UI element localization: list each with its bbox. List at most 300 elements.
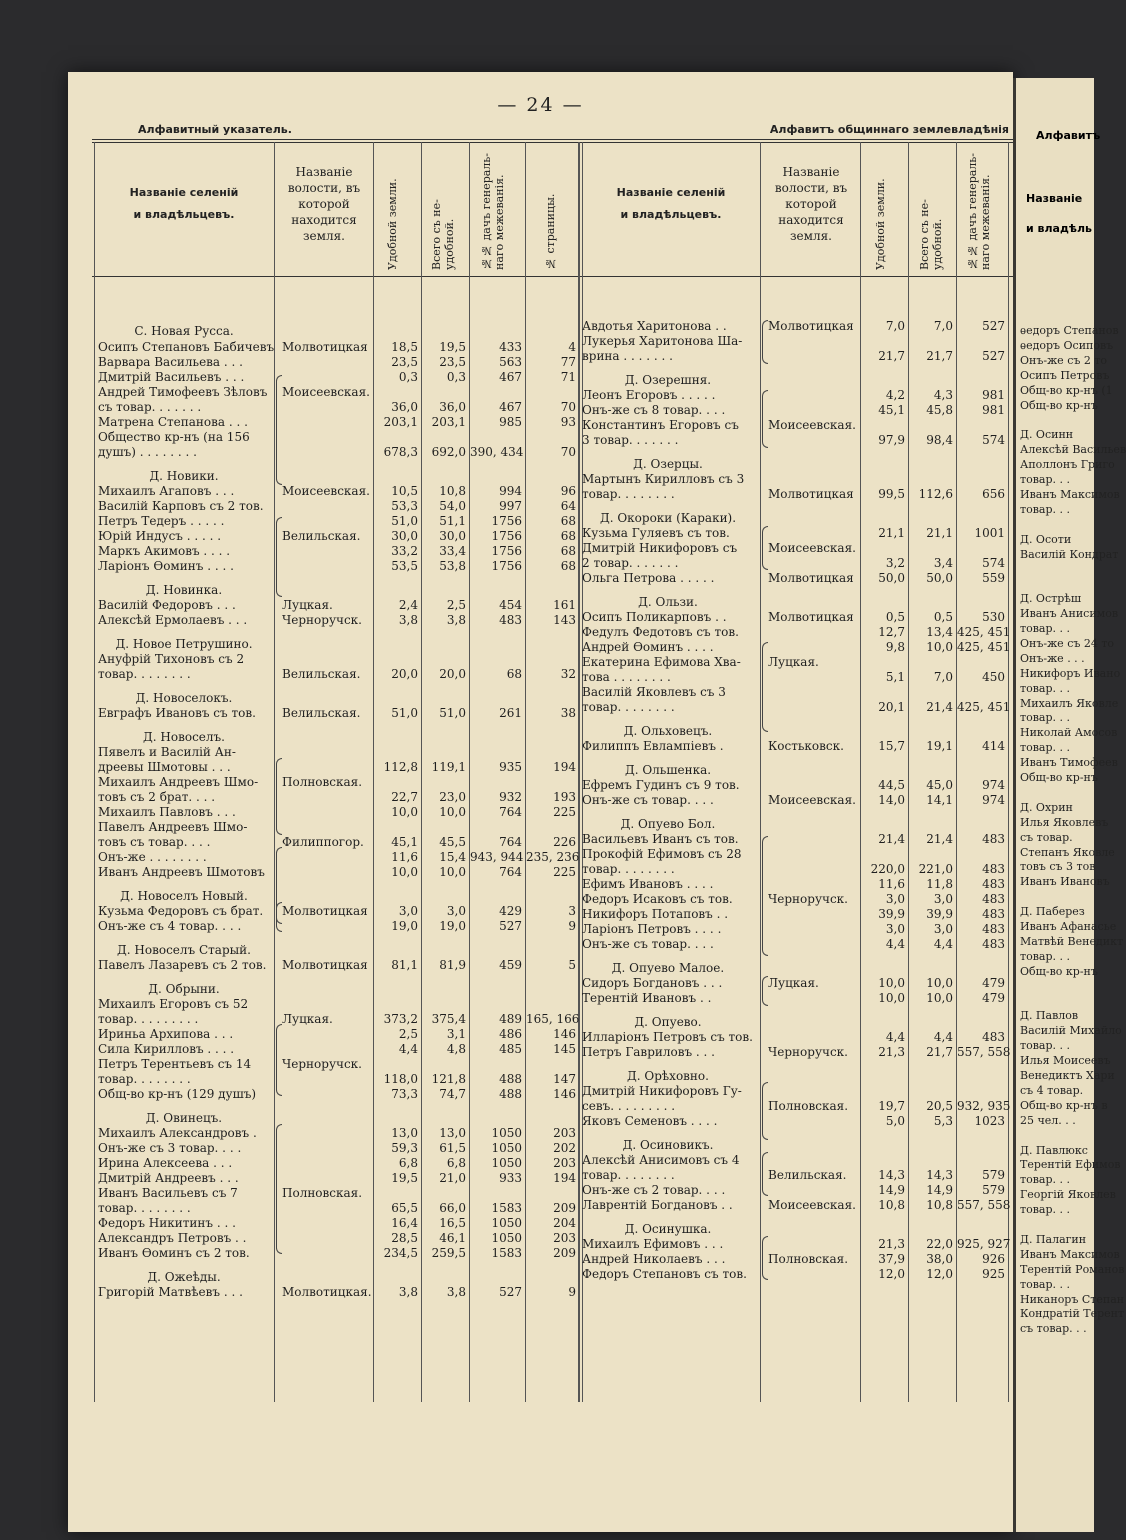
good-land-value: 37,9 [878,1252,905,1266]
owner-name: Осипъ Степановъ Бабичевъ [98,340,275,354]
page-ref: 32 [560,667,576,681]
volost-name: Велильская. [282,529,361,543]
owner-name: Кузьма Гуляевъ съ тов. [582,526,730,540]
good-land-value: 28,5 [391,1231,418,1245]
total-land-value: 39,9 [926,907,953,921]
table-top-rule-2 [92,142,1013,143]
total-land-value: 66,0 [439,1201,466,1215]
next-page-line: Д. Охрин [1020,800,1073,814]
dacha-number: 483 [982,922,1005,936]
page-ref: 225 [553,805,576,819]
owner-name: 2 товар. . . . . . . [582,556,679,570]
next-page-line: Венедиктъ Хари [1020,1069,1115,1082]
dacha-number: 527 [982,349,1005,363]
good-land-value: 5,1 [885,670,905,684]
owner-name: Павелъ Лазаревъ съ 2 тов. [98,958,267,972]
col-header-dachi-right: №№ дачъ генераль- наго межеванія. [966,152,992,270]
owner-name: Мартынъ Кирилловъ съ 3 [582,472,745,486]
page-ref: 235, 236 [526,850,580,864]
good-land-value: 21,4 [878,832,905,846]
dacha-number: 1050 [491,1126,522,1140]
owner-name: Андрей Тимофеевъ Зѣловъ [98,385,268,399]
total-land-value: 7,0 [933,319,953,333]
volost-name: Черноручск. [768,1045,848,1059]
dacha-number: 574 [982,433,1005,447]
dacha-number: 1583 [491,1246,522,1260]
owner-name: Пявелъ и Василій Ан- [98,745,236,759]
volost-name: Молвотицкая [282,340,368,354]
dacha-number: 933 [499,1171,522,1185]
dacha-number: 489 [499,1012,522,1026]
good-land-value: 4,2 [885,388,905,402]
owner-name: Василій Карповъ съ 2 тов. [98,499,264,513]
good-land-value: 2,5 [398,1027,418,1041]
good-land-value: 51,0 [391,514,418,528]
good-land-value: 20,1 [878,700,905,714]
next-page-line: Онъ-же съ 24 то [1020,636,1115,650]
owner-name: Авдотья Харитонова . . [582,319,727,333]
total-land-value: 15,4 [439,850,466,864]
dacha-number: 764 [499,805,522,819]
owner-name: Михаилъ Ефимовъ . . . [582,1237,724,1251]
owner-name: Дмитрій Никифоровъ съ [582,541,738,555]
total-land-value: 54,0 [439,499,466,513]
dacha-number: 483 [982,892,1005,906]
next-page-line: съ товар. . . [1020,1322,1087,1336]
owner-name: товар. . . . . . . . . [98,1012,199,1026]
brace [276,1124,282,1254]
owner-name: Терентій Ивановъ . . [582,991,712,1005]
owner-name: Константинъ Егоровъ съ [582,418,739,432]
next-page-line: Осипъ Петровъ [1020,368,1110,382]
owner-name: Михаилъ Павловъ . . . [98,805,236,819]
owner-name: душъ) . . . . . . . . [98,445,197,459]
total-land-value: 19,1 [926,739,953,753]
next-page-line: Никифоръ Ивано [1020,666,1121,680]
total-land-value: 19,0 [439,919,466,933]
next-page-line: товар. . . [1020,502,1070,516]
owner-name: Федоръ Степановъ съ тов. [582,1267,747,1281]
dacha-number: 483 [982,832,1005,846]
owner-name: дреевы Шмотовы . . . [98,760,231,774]
owner-name: товар. . . . . . . . [98,667,191,681]
page-ref: 9 [568,1285,576,1299]
owner-name: Онъ-же съ товар. . . . [582,937,714,951]
owner-name: Ольга Петрова . . . . . [582,571,715,585]
volost-name: Велильская. [768,1168,847,1182]
col-header-total: Всего съ не- удобной. [430,199,456,270]
total-land-value: 98,4 [926,433,953,447]
dacha-number: 926 [982,1252,1005,1266]
village-name: Д. Осиновикъ. [622,1138,714,1152]
volost-name: Молвотицкая [282,904,368,918]
village-name: Д. Новоселъ. [143,730,225,744]
good-land-value: 12,0 [878,1267,905,1281]
owner-name: Васильевъ Иванъ съ тов. [582,832,739,846]
total-land-value: 692,0 [431,445,466,459]
column-divider [274,142,275,1402]
total-land-value: 203,1 [431,415,466,429]
total-land-value: 13,4 [926,625,953,639]
dacha-number: 483 [982,1030,1005,1044]
good-land-value: 112,8 [383,760,418,774]
dacha-number: 433 [499,340,522,354]
owner-name: товар. . . . . . . . [98,1201,191,1215]
good-land-value: 373,2 [383,1012,418,1026]
page-ref: 165, 166 [526,1012,580,1026]
total-land-value: 4,3 [933,388,953,402]
page-ref: 38 [560,706,576,720]
brace [762,320,768,364]
next-page-line: Георгій Яковлев [1020,1188,1116,1202]
good-land-value: 53,5 [391,559,418,573]
village-name: Д. Ольшенка. [624,763,712,777]
next-page-line: Д. Павлов [1020,1009,1079,1023]
village-name: Д. Овинецъ. [145,1111,223,1125]
owner-name: Яковъ Семеновъ . . . . [582,1114,718,1128]
village-name: Д. Ожеѣды. [147,1270,221,1284]
dacha-number: 450 [982,670,1005,684]
dacha-number: 994 [499,484,522,498]
owner-name: Андрей Ѳоминъ . . . . [582,640,714,654]
dacha-number: 1001 [974,526,1005,540]
dacha-number: 764 [499,835,522,849]
total-land-value: 10,0 [439,805,466,819]
col-header-name-line1: Названіе селеній [616,186,726,199]
dacha-number: 429 [499,904,522,918]
next-page-line: Иванъ Афанасье [1020,920,1117,933]
page-ref: 3 [568,904,576,918]
page-ref: 194 [553,1171,576,1185]
volost-name: Луцкая. [282,598,333,612]
dacha-number: 943, 944 [470,850,524,864]
total-land-value: 22,0 [926,1237,953,1251]
total-land-value: 3,8 [446,1285,466,1299]
brace [276,902,282,932]
village-name: Д. Опуево Малое. [611,961,725,975]
owner-name: Алексѣй Анисимовъ съ 4 [582,1153,740,1167]
next-page-line: Матвѣй Венедикт [1020,934,1124,948]
dacha-number: 527 [982,319,1005,333]
good-land-value: 45,1 [391,835,418,849]
dacha-number: 1756 [491,529,522,543]
good-land-value: 10,0 [391,865,418,879]
owner-name: Ефремъ Гудинъ съ 9 тов. [582,778,740,792]
owner-name: Павелъ Андреевъ Шмо- [98,820,248,834]
next-page-line: Аполлонъ Григо [1020,458,1115,472]
total-land-value: 221,0 [918,862,953,876]
owner-name: Онъ-же . . . . . . . . [98,850,207,864]
next-page-line: Иванъ Ивановъ [1020,875,1110,889]
owner-name: Маркъ Акимовъ . . . . [98,544,231,558]
dacha-number: 390, 434 [470,445,524,459]
page-ref: 203 [553,1156,576,1170]
good-land-value: 11,6 [391,850,418,864]
page-ref: 147 [553,1072,576,1086]
brace [276,1024,282,1096]
total-land-value: 11,8 [926,877,953,891]
owner-name: севъ. . . . . . . . . [582,1099,676,1113]
owner-name: Онъ-же съ 3 товар. . . . [98,1141,242,1155]
next-page-line: Михаилъ Яковле [1020,696,1119,710]
dacha-number: 1023 [974,1114,1005,1128]
dacha-number: 483 [982,862,1005,876]
good-land-value: 20,0 [391,667,418,681]
village-name: Д. Окороки (Караки). [599,511,737,525]
total-land-value: 36,0 [439,400,466,414]
total-land-value: 7,0 [933,670,953,684]
next-page-line: съ 4 товар. [1020,1083,1084,1097]
owner-name: товар. . . . . . . . [582,1168,675,1182]
total-land-value: 45,8 [926,403,953,417]
brace [276,375,282,485]
total-land-value: 10,0 [926,640,953,654]
page-ref: 204 [553,1216,576,1230]
next-page-line: Д. Паберез [1020,905,1085,919]
dacha-number: 1756 [491,544,522,558]
running-header-right: Алфавитъ общиннаго землевладѣнія [769,123,1009,136]
good-land-value: 14,0 [878,793,905,807]
dacha-number: 557, 558 [957,1198,1011,1212]
owner-name: Никифоръ Потаповъ . . [582,907,729,921]
good-land-value: 19,5 [391,1171,418,1185]
owner-name: 3 товар. . . . . . . [582,433,679,447]
village-name: Д. Осинушка. [624,1222,712,1236]
dacha-number: 483 [982,907,1005,921]
village-name: Д. Новинка. [145,583,223,597]
good-land-value: 21,3 [878,1237,905,1251]
good-land-value: 118,0 [383,1072,418,1086]
volost-name: Луцкая. [768,655,819,669]
next-page-line: Терентій Ефимов [1020,1158,1121,1172]
col-header-good-land: Удобной земли. [386,178,399,270]
dacha-number: 467 [499,370,522,384]
dacha-number: 656 [982,487,1005,501]
good-land-value: 9,8 [885,640,905,654]
header-bottom-rule [92,276,1013,277]
owner-name: Кузьма Федоровъ съ брат. [98,904,264,918]
good-land-value: 10,8 [878,1198,905,1212]
owner-name: товар. . . . . . . . [582,700,675,714]
owner-name: врина . . . . . . . [582,349,673,363]
village-name: Д. Опуево Бол. [620,817,716,831]
good-land-value: 18,5 [391,340,418,354]
page-ref: 64 [560,499,576,513]
volost-name: Велильская. [282,706,361,720]
good-land-value: 21,7 [878,349,905,363]
village-name: Д. Озерцы. [633,457,703,471]
total-land-value: 10,8 [926,1198,953,1212]
total-land-value: 23,5 [439,355,466,369]
owner-name: Дмитрій Никифоровъ Гу- [582,1084,742,1098]
volost-name: Полновская. [282,1186,363,1200]
dacha-number: 574 [982,556,1005,570]
dacha-number: 483 [982,877,1005,891]
total-land-value: 5,3 [933,1114,953,1128]
owner-name: Дмитрій Васильевъ . . . [98,370,245,384]
page-ref: 225 [553,865,576,879]
good-land-value: 10,0 [391,805,418,819]
book-page [68,72,1013,1532]
good-land-value: 14,3 [878,1168,905,1182]
good-land-value: 0,3 [398,370,418,384]
next-page-line: товар. . . [1020,1277,1070,1291]
page-ref: 209 [553,1201,576,1215]
dacha-number: 935 [499,760,522,774]
dacha-number: 981 [982,388,1005,402]
good-land-value: 220,0 [870,862,905,876]
owner-name: Ларіонъ Ѳоминъ . . . . [98,559,234,573]
owner-name: съ товар. . . . . . . [98,400,202,414]
good-land-value: 39,9 [878,907,905,921]
good-land-value: 81,1 [391,958,418,972]
dacha-number: 981 [982,403,1005,417]
volost-name: Моисеевская. [768,793,856,807]
next-page-line: Иванъ Тимофеев [1020,756,1118,770]
good-land-value: 16,4 [391,1216,418,1230]
col-header-name [96,182,272,226]
total-land-value: 38,0 [926,1252,953,1266]
owner-name: Михаилъ Андреевъ Шмо- [98,775,259,789]
total-land-value: 33,4 [439,544,466,558]
dacha-number: 1050 [491,1141,522,1155]
good-land-value: 2,4 [398,598,418,612]
good-land-value: 14,9 [878,1183,905,1197]
next-page-line: Д. Острѣш [1020,592,1082,606]
total-land-value: 16,5 [439,1216,466,1230]
dacha-number: 579 [982,1183,1005,1197]
brace [762,976,768,1006]
total-land-value: 3,4 [933,556,953,570]
good-land-value: 15,7 [878,739,905,753]
next-page-line: товъ съ 3 тов [1020,860,1096,874]
good-land-value: 21,3 [878,1045,905,1059]
volost-name: Молвотицкая [768,571,854,585]
next-page-line: Д. Павлюкс [1020,1143,1088,1157]
total-land-value: 3,8 [446,613,466,627]
running-header-left: Алфавитный указатель. [138,123,292,136]
page-ref: 5 [568,958,576,972]
volost-name: Черноручск. [282,613,362,627]
good-land-value: 3,2 [885,556,905,570]
next-page-line: Иванъ Максимов [1020,487,1120,501]
page-ref: 68 [560,544,576,558]
next-page-line: Кондратій Терент [1020,1307,1125,1321]
owner-name: Иванъ Васильевъ съ 7 [98,1186,238,1200]
total-land-value: 21,0 [439,1171,466,1185]
village-name: Д. Новоселокъ. [135,691,233,705]
volost-name: Луцкая. [282,1012,333,1026]
dacha-number: 1756 [491,559,522,573]
good-land-value: 0,5 [885,610,905,624]
next-page-line: Василій Кондрат [1020,547,1119,561]
page-ref: 203 [553,1231,576,1245]
total-land-value: 81,9 [439,958,466,972]
dacha-number: 488 [499,1087,522,1101]
next-page-line: 25 чел. . . [1020,1113,1076,1127]
volost-name: Молвотицкая. [282,1285,372,1299]
page-ref: 68 [560,529,576,543]
owner-name: Дмитрій Андреевъ . . . [98,1171,239,1185]
owner-name: Сидоръ Богдановъ . . . [582,976,723,990]
dacha-number: 527 [499,1285,522,1299]
dacha-number: 985 [499,415,522,429]
brace [276,758,282,835]
volost-name: Полновская. [282,775,363,789]
dacha-number: 261 [499,706,522,720]
brace [762,1082,768,1140]
next-page-line: съ товар. [1020,830,1073,844]
good-land-value: 99,5 [878,487,905,501]
next-page-line: товар. . . [1020,1173,1070,1187]
col-header-good-land-right: Удобной земли. [874,178,887,270]
dacha-number: 425, 451 [957,700,1011,714]
owner-name: товар. . . . . . . . [98,1072,191,1086]
owner-name: Илларіонъ Петровъ съ тов. [582,1030,753,1044]
page-ref: 161 [553,598,576,612]
total-land-value: 61,5 [439,1141,466,1155]
good-land-value: 59,3 [391,1141,418,1155]
total-land-value: 2,5 [446,598,466,612]
owner-name: Общество кр-нъ (на 156 [98,430,250,444]
next-page-line: Иванъ Анисимов [1020,607,1119,621]
total-land-value: 4,4 [933,1030,953,1044]
col-header-name-line1: Названіе селеній [129,186,239,199]
good-land-value: 50,0 [878,571,905,585]
good-land-value: 21,1 [878,526,905,540]
dacha-number: 530 [982,610,1005,624]
col-header-volost: Названіе волости, въ которой находится земля. [287,165,361,243]
good-land-value: 3,0 [885,922,905,936]
total-land-value: 10,0 [926,976,953,990]
owner-name: Андрей Николаевъ . . . [582,1252,726,1266]
next-page-line: Онъ-же съ 2 то [1020,353,1108,367]
dacha-number: 974 [982,793,1005,807]
good-land-value: 3,8 [398,613,418,627]
volost-name: Луцкая. [768,976,819,990]
owner-name: Михаилъ Александровъ . [98,1126,257,1140]
next-page-line: Общ-во кр-нъ [1020,964,1098,978]
next-page-line: товар. . . [1020,949,1070,963]
page-ref: 70 [560,400,576,414]
next-page-header: Алфавитъ [1036,129,1101,142]
total-land-value: 3,0 [933,892,953,906]
total-land-value: 14,1 [926,793,953,807]
page-ref: 4 [568,340,576,354]
total-land-value: 20,0 [439,667,466,681]
good-land-value: 53,3 [391,499,418,513]
page-ref: 93 [560,415,576,429]
col-header-name-line2: и владѣльцевъ. [133,208,235,221]
total-land-value: 21,7 [926,349,953,363]
owner-name: това . . . . . . . . [582,670,671,684]
total-land-value: 21,1 [926,526,953,540]
next-page-line: Илья Яковлевъ [1020,815,1109,829]
owner-name: Лукерья Харитонова Ша- [582,334,743,348]
col-header-pages: № страницы. [544,193,557,270]
good-land-value: 23,5 [391,355,418,369]
total-land-value: 20,5 [926,1099,953,1113]
dacha-number: 414 [982,739,1005,753]
dacha-number: 68 [506,667,522,681]
owner-name: Прокофій Ефимовъ съ 28 [582,847,742,861]
village-name: Д. Новоселъ Старый. [117,943,251,957]
next-page-line: Степанъ Яковле [1020,845,1115,859]
next-page-line: Д. Палагин [1020,1232,1087,1246]
page-ref: 145 [553,1042,576,1056]
volost-name: Моисеевская. [282,385,370,399]
dacha-number: 925 [982,1267,1005,1281]
